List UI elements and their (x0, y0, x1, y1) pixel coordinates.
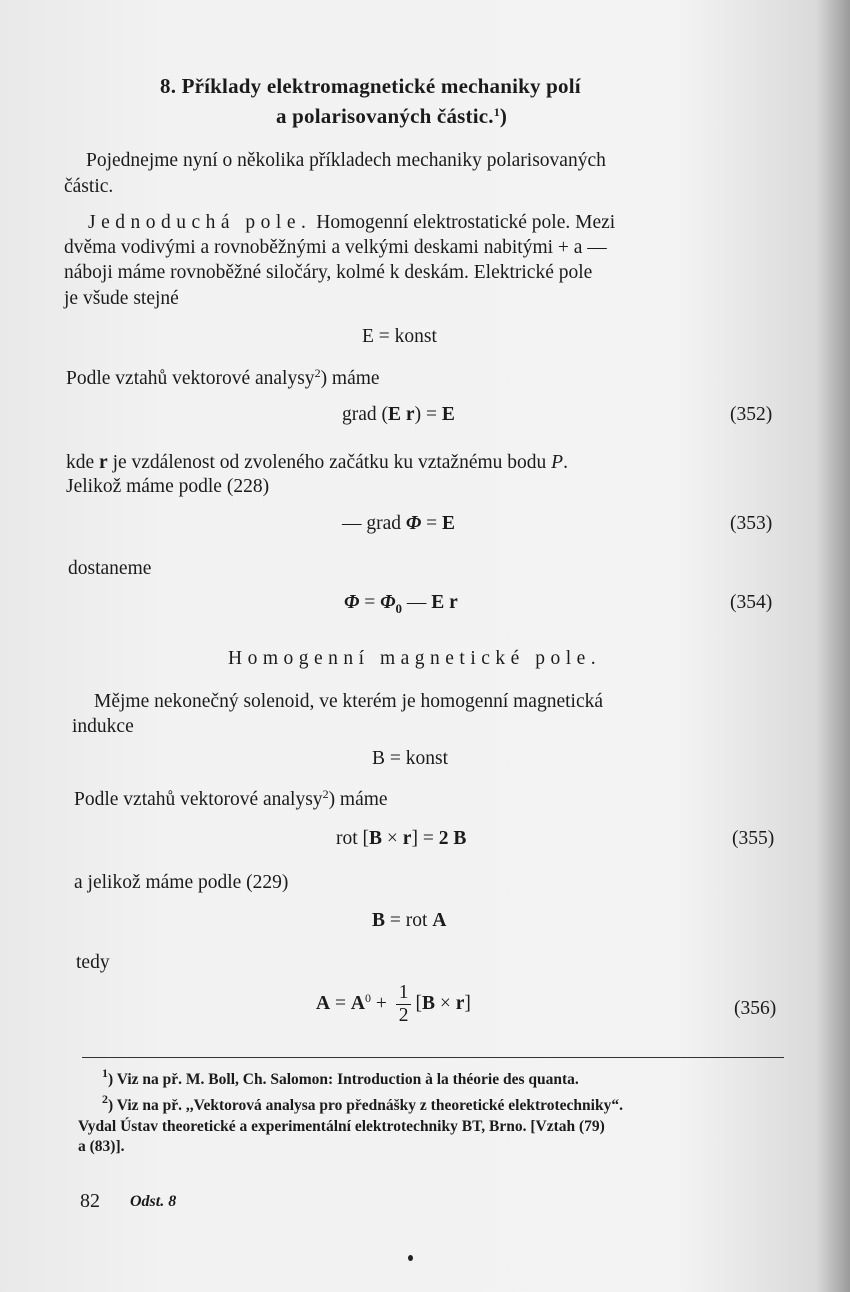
eq354-phi: Φ (344, 592, 360, 613)
eq352-post: ) = (414, 404, 442, 425)
eq352-pre: grad ( (342, 404, 389, 425)
eq352-E: E (388, 404, 402, 425)
eqbrot-eq: = rot (385, 910, 433, 931)
section-title-line2 (276, 104, 507, 129)
kde-r-line1 (66, 450, 568, 476)
tedy: tedy (76, 952, 110, 973)
kde-r-symbol: r (99, 452, 108, 473)
vector-analysis-line-1 (66, 366, 380, 392)
eq354-minus: — (402, 592, 432, 613)
equation-number-353: (353) (730, 513, 773, 534)
eq356-times: × (434, 992, 456, 1014)
eq355-pre: rot [ (336, 828, 370, 849)
title-footnote-close: ) (499, 104, 508, 128)
simple-field-line1-rest: Homogenní elektrostatické pole. Mezi (316, 212, 616, 233)
dostaneme: dostaneme (68, 558, 152, 579)
vector-analysis-text-1: Podle vztahů vektorové analysy (66, 368, 315, 389)
footnote-2-mark: 2 (102, 1092, 108, 1106)
equation-353 (342, 513, 455, 535)
eq356-frac-num: 1 (396, 982, 412, 1005)
vector-analysis-tail-1: ) máme (320, 368, 380, 389)
magnetic-heading: Homogenní magnetické pole. (228, 648, 602, 669)
eqbrot-B: B (372, 910, 386, 931)
eq353-rhs: E (442, 513, 456, 534)
kde-r-line2: Jelikož máme podle (228) (66, 476, 270, 497)
eq354-eq: = (359, 592, 381, 613)
eq356-A0: A (350, 992, 365, 1014)
jelikoz-line: a jelikož máme podle (229) (74, 872, 289, 893)
eq353-pre: — grad (342, 513, 406, 534)
equation-number-354: (354) (730, 592, 773, 613)
title-footnote-mark: 1 (493, 105, 500, 119)
eq356-B: B (421, 992, 435, 1014)
ink-speck (408, 1255, 413, 1261)
footnote-1-text: ) Viz na př. M. Boll, Ch. Salomon: Introduction à la théorie des quanta. (108, 1071, 579, 1088)
magnetic-line1: Mějme nekonečný solenoid, ve kterém je homogenní magnetická (94, 691, 604, 712)
footnote-divider (82, 1057, 784, 1058)
equation-number-356: (356) (734, 998, 777, 1019)
simple-field-line1 (88, 210, 615, 236)
simple-field-heading: Jednoduchá pole. (88, 212, 312, 233)
eq356-br-open: [ (415, 992, 422, 1014)
eq356-r: r (455, 992, 465, 1014)
eqbrot-A: A (432, 910, 447, 931)
eq355-B: B (369, 828, 383, 849)
equation-b-rot-a (372, 910, 446, 932)
equation-b-konst: B = konst (372, 748, 449, 769)
intro-line1: Pojednejme nyní o několika příkladech mechaniky polarisovaných (86, 150, 606, 171)
equation-355 (336, 828, 466, 850)
eq356-plus: + (370, 992, 392, 1014)
eq352-rhs: E (441, 404, 455, 425)
footnote-ref-2a: 2 (314, 366, 321, 380)
eq356-frac-den: 2 (398, 1005, 409, 1026)
eq356-eq: = (330, 992, 351, 1014)
equation-number-352: (352) (730, 404, 773, 425)
kde-r-pre: kde (66, 452, 100, 473)
footnote-ref-2b: 2 (322, 787, 329, 801)
eq355-post: ] = (411, 828, 439, 849)
section-title-text: a polarisovaných částic. (276, 104, 494, 128)
intro-line2: částic. (64, 176, 114, 197)
eq354-sub0: 0 (395, 600, 403, 616)
footnote-1 (102, 1066, 579, 1090)
vector-analysis-tail-2: ) máme (328, 789, 388, 810)
simple-field-line2: dvěma vodivými a rovnoběžnými a velkými deskami nabitými + a — (64, 237, 607, 258)
equation-354 (344, 592, 458, 617)
eq356-br-close: ] (464, 992, 471, 1014)
equation-e-konst: E = konst (362, 326, 437, 347)
page-number: 82 (80, 1190, 100, 1212)
eq354-E: E (431, 592, 445, 613)
equation-352 (342, 404, 455, 426)
equation-356 (316, 982, 471, 1027)
footnote-2-line3: a (83)]. (78, 1138, 125, 1155)
eq354-r: r (449, 592, 458, 613)
eq355-times: × (382, 828, 403, 849)
kde-r-post: je vzdálenost od zvoleného začátku ku vztažnému bodu (107, 452, 552, 473)
equation-number-355: (355) (732, 828, 775, 849)
section-title-line1: 8. Příklady elektromagnetické mechaniky polí (160, 74, 581, 98)
footnote-2-line2: Vydal Ústav theoretické a experimentální elektrotechniky BT, Brno. [Vztah (79) (78, 1118, 605, 1135)
footnote-2-text: ) Viz na př. ,,Vektorová analysa pro přednášky z theoretické elektrotechniky“. (108, 1097, 623, 1114)
eq355-rhs: 2 B (438, 828, 467, 849)
eq356-fraction (396, 982, 412, 1027)
simple-field-line3: náboji máme rovnoběžné siločáry, kolmé k deskám. Elektrické pole (64, 262, 593, 283)
magnetic-line2: indukce (72, 716, 134, 737)
eq353-phi: Φ (405, 513, 422, 534)
eq356-A: A (316, 992, 331, 1014)
vector-analysis-line-2 (74, 787, 388, 813)
eq354-phi0: Φ (380, 592, 396, 613)
simple-field-line4: je všude stejné (64, 288, 179, 309)
eq353-post: = (421, 513, 443, 534)
eq355-r: r (402, 828, 412, 849)
eq352-r: r (405, 404, 415, 425)
vector-analysis-text-2: Podle vztahů vektorové analysy (74, 789, 323, 810)
footnote-1-mark: 1 (102, 1066, 108, 1080)
footnote-2-line1 (102, 1092, 623, 1116)
kde-r-end: . (563, 452, 568, 473)
page-footer-section: Odst. 8 (130, 1193, 177, 1210)
kde-r-point: P (551, 452, 564, 473)
eq356-sup0: 0 (364, 990, 371, 1005)
